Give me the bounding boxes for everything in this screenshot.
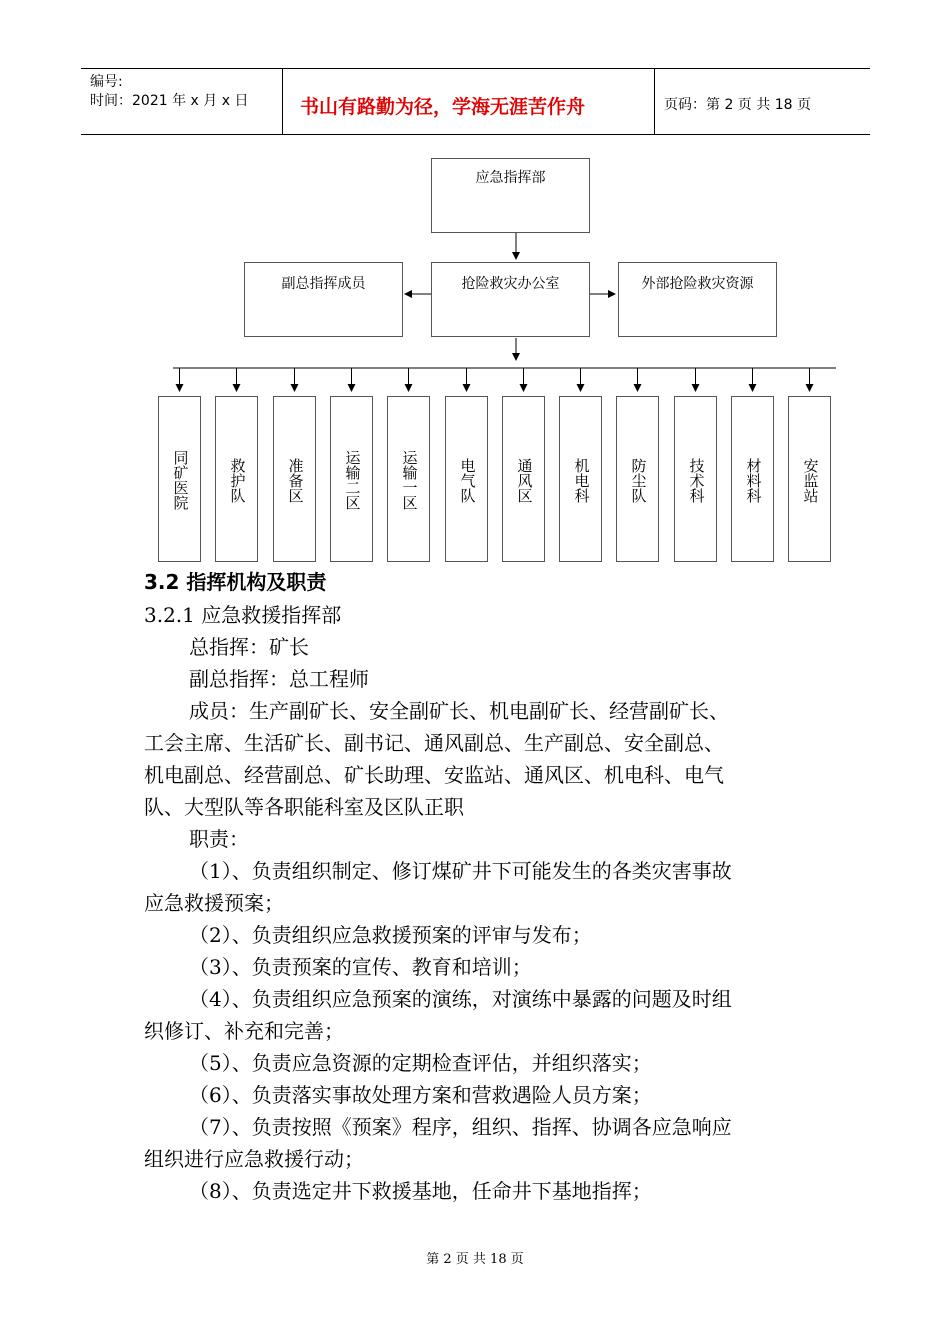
- org-unit-label: 通风区: [515, 457, 534, 503]
- org-unit-box: [559, 396, 602, 562]
- text-line: 总指挥：矿长: [189, 635, 309, 659]
- header-top-rule: [81, 68, 870, 69]
- org-unit-box: [616, 396, 659, 562]
- section-title: 3.2 指挥机构及职责: [144, 570, 327, 594]
- org-box-rescue-office: [431, 262, 590, 337]
- text-line: 织修订、补充和完善；: [144, 1019, 344, 1043]
- org-box-command-center-label: 应急指挥部: [475, 170, 546, 186]
- header-motto: 书山有路勤为径，学海无涯苦作舟: [300, 96, 586, 118]
- org-unit-box: [445, 396, 488, 562]
- text-line: 应急救援预案；: [144, 891, 284, 915]
- text-line: 成员：生产副矿长、安全副矿长、机电副矿长、经营副矿长、: [189, 699, 729, 723]
- text-line: 组织进行应急救援行动；: [144, 1147, 364, 1171]
- header-divider-left: [282, 69, 283, 135]
- org-unit-label: 准备区: [286, 457, 305, 503]
- org-unit-box: [387, 396, 430, 562]
- org-unit-label: 同矿医院: [171, 450, 190, 510]
- org-unit-label: 救护队: [228, 457, 247, 503]
- org-unit-box: [273, 396, 316, 562]
- text-line: 机电副总、经营副总、矿长助理、安监站、通风区、机电科、电气: [144, 763, 724, 787]
- text-line: （7）、负责按照《预案》程序，组织、指挥、协调各应急响应: [189, 1115, 732, 1139]
- org-unit-box: [158, 396, 201, 562]
- text-line: （4）、负责组织应急预案的演练，对演练中暴露的问题及时组: [189, 987, 732, 1011]
- org-unit-box: [502, 396, 545, 562]
- org-unit-label: 机电科: [572, 457, 591, 503]
- header-bottom-rule: [81, 134, 870, 135]
- document-date: 时间：2021 年 x 月 x 日: [90, 93, 249, 109]
- header-divider-right: [654, 69, 655, 135]
- org-box-rescue-office-label: 抢险救灾办公室: [461, 276, 560, 292]
- text-line: 职责：: [189, 827, 249, 851]
- text-line: （3）、负责预案的宣传、教育和培训；: [189, 955, 532, 979]
- text-line: （8）、负责选定井下救援基地，任命井下基地指挥；: [189, 1179, 652, 1203]
- org-unit-box: [788, 396, 831, 562]
- org-unit-box: [215, 396, 258, 562]
- header-page-number: 页码：第 2 页 共 18 页: [664, 97, 811, 113]
- org-unit-label: 材料科: [744, 457, 763, 503]
- org-unit-box: [330, 396, 373, 562]
- org-unit-box: [731, 396, 774, 562]
- text-line: （2）、负责组织应急救援预案的评审与发布；: [189, 923, 592, 947]
- org-box-command-center: [431, 158, 590, 233]
- org-box-external-resources: [618, 262, 777, 337]
- org-box-deputy-members: [244, 262, 403, 337]
- text-line: （6）、负责落实事故处理方案和营救遇险人员方案；: [189, 1083, 652, 1107]
- page-footer: 第 2 页 共 18 页: [426, 1252, 524, 1267]
- org-unit-label: 技术科: [687, 457, 706, 503]
- text-line: （1）、负责组织制定、修订煤矿井下可能发生的各类灾害事故: [189, 859, 732, 883]
- document-number-label: 编号:: [90, 74, 123, 90]
- org-box-external-resources-label: 外部抢险救灾资源: [641, 276, 754, 292]
- org-unit-label: 运输二区: [343, 450, 362, 510]
- org-box-deputy-members-label: 副总指挥成员: [281, 276, 366, 292]
- org-unit-label: 安监站: [801, 457, 820, 503]
- org-unit-box: [674, 396, 717, 562]
- subsection-title: 3.2.1 应急救援指挥部: [144, 603, 342, 627]
- text-line: 副总指挥：总工程师: [189, 667, 369, 691]
- text-line: 工会主席、生活矿长、副书记、通风副总、生产副总、安全副总、: [144, 731, 724, 755]
- text-line: 队、大型队等各职能科室及区队正职: [144, 795, 464, 819]
- text-line: （5）、负责应急资源的定期检查评估，并组织落实；: [189, 1051, 652, 1075]
- org-unit-label: 运输一区: [400, 450, 419, 510]
- org-unit-label: 防尘队: [629, 457, 648, 503]
- org-unit-label: 电气队: [458, 457, 477, 503]
